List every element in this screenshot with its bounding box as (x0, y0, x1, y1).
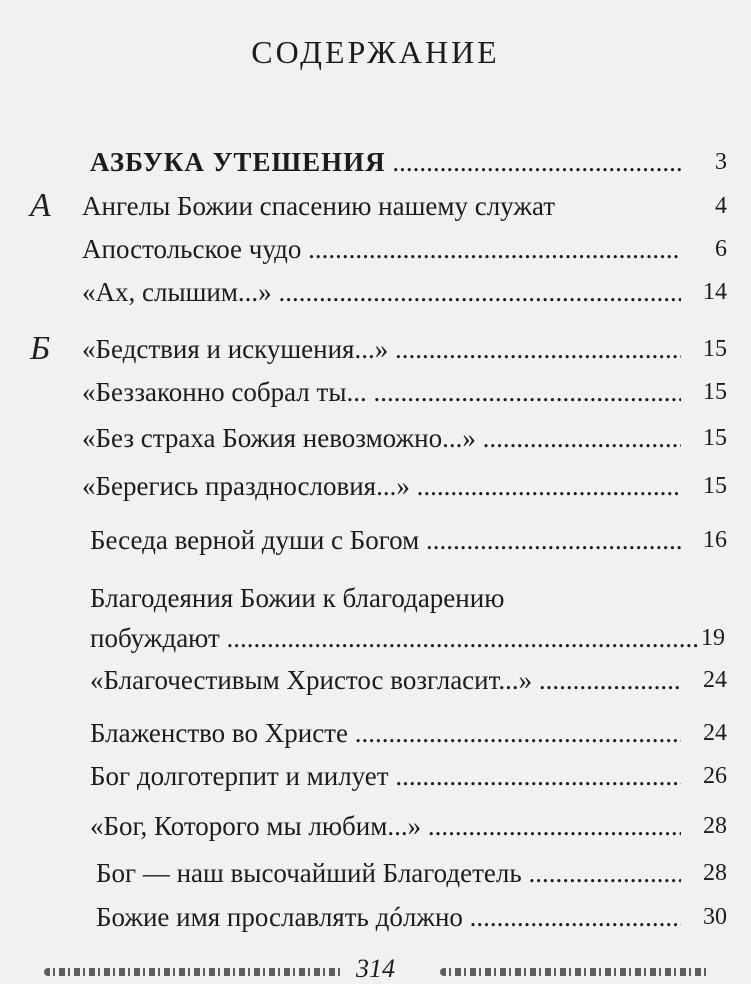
toc-page-number: 15 (681, 329, 727, 369)
toc-entry (0, 806, 751, 846)
toc-entry-title-line2: побуждают ..... (90, 623, 725, 653)
toc-entry (0, 272, 751, 312)
alphabet-initial: А (30, 187, 51, 224)
toc-entry-title: Апостольское чудо ..... (82, 229, 697, 269)
toc-entry (0, 520, 751, 560)
toc-page-number: 28 (681, 806, 727, 846)
toc-page-number: 3 (681, 142, 727, 182)
toc-page-number: 6 (681, 229, 727, 269)
toc-page-number: 4 (681, 186, 727, 226)
toc-entry (0, 897, 751, 937)
toc-entry-continuation (90, 618, 725, 658)
toc-page-number: 24 (681, 713, 727, 753)
toc-entry-title: «Бог, Которого мы любим...» ..... (90, 806, 697, 846)
alphabet-initial: Б (30, 330, 51, 367)
toc-entry (0, 229, 751, 269)
toc-page-number: 16 (681, 520, 727, 560)
toc-page-number: 14 (681, 272, 727, 312)
toc-entry-title: Бог долготерпит и милует ..... (90, 756, 697, 796)
toc-entry (0, 466, 751, 506)
folio-page-number: 314 (356, 954, 395, 983)
toc-page-number: 30 (681, 897, 727, 937)
toc-entry (0, 660, 751, 700)
toc-entry (0, 853, 751, 893)
toc-entry-title: Ангелы Божии спасению нашему служат (82, 191, 556, 221)
toc-entry (0, 329, 751, 369)
toc-page-number: 26 (681, 756, 727, 796)
toc-page-number: 15 (681, 466, 727, 506)
toc-entry-title: Блаженство во Христе ..... (90, 713, 697, 753)
toc-entry-title: «Ах, слышим...» ..... (82, 272, 697, 312)
toc-entry (0, 142, 751, 182)
toc-section-title: АЗБУКА УТЕШЕНИЯ ..... (90, 142, 697, 182)
toc-entry (90, 578, 725, 658)
toc-entry-title: «Бедствия и искушения...» ..... (82, 329, 697, 369)
toc-entry-title: Беседа верной души с Богом ..... (90, 520, 697, 560)
toc-entry (0, 186, 751, 226)
toc-entry (0, 418, 751, 458)
toc-entry-title: Благодеяния Божии к благодарению (90, 583, 505, 613)
toc-entry-title: «Без страха Божия невозможно...» ..... (82, 418, 697, 458)
page-title: СОДЕРЖАНИЕ (251, 34, 500, 70)
toc-entry-title: Божие имя прославлять дóлжно ..... (96, 897, 697, 937)
toc-entry (0, 372, 751, 412)
toc-entry (0, 756, 751, 796)
toc-page-number: 15 (681, 372, 727, 412)
page-footer (0, 950, 751, 983)
ornament-right (440, 968, 710, 976)
toc-entry-title: «Благочестивым Христос возгласит...» ..... (90, 660, 697, 700)
toc-entry-title: «Беззаконно собрал ты... ..... (82, 372, 697, 412)
toc-entry (0, 713, 751, 753)
toc-page-number: 19 (699, 618, 725, 658)
toc-page-number: 15 (681, 418, 727, 458)
toc-page-number: 24 (681, 660, 727, 700)
toc-page-number: 28 (681, 853, 727, 893)
toc-entry-title: Бог — наш высочайший Благодетель ..... (96, 853, 697, 893)
toc-entry-title: «Берегись празднословия...» ..... (82, 466, 697, 506)
